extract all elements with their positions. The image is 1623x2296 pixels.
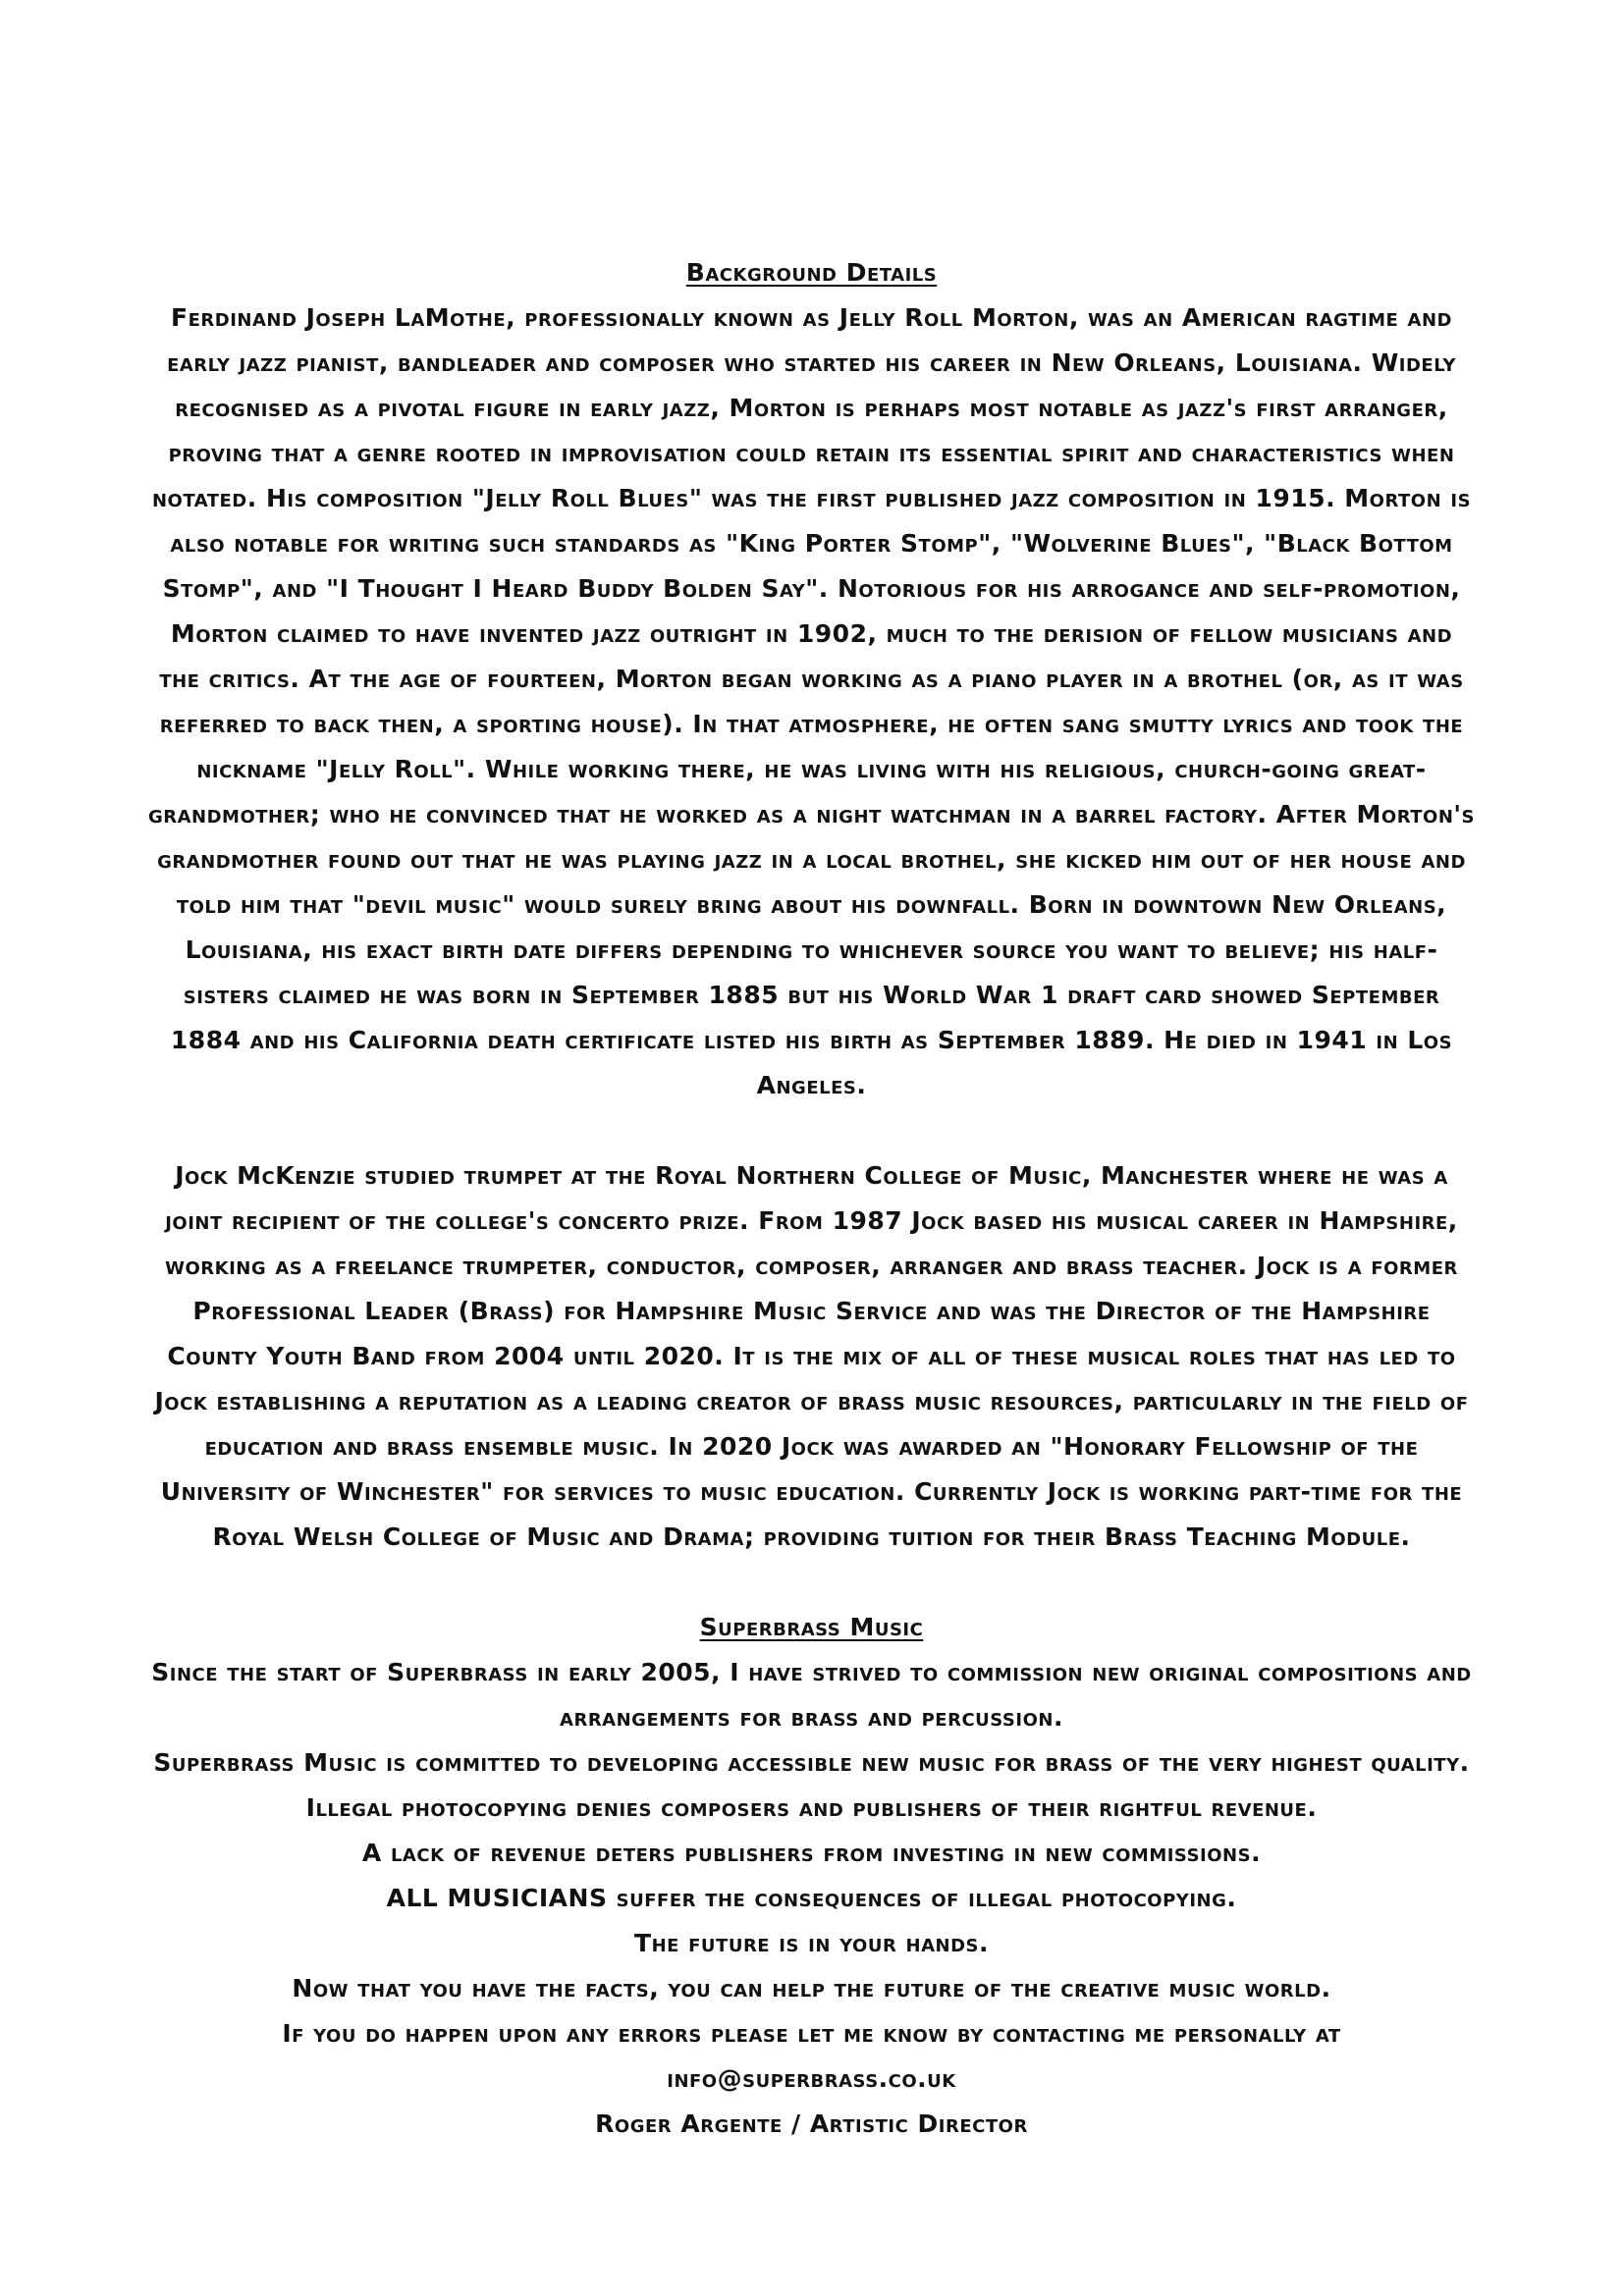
superbrass-music-heading: Superbrass Music: [699, 1613, 924, 1641]
consequences-text: suffer the consequences of illegal photocopying.: [607, 1884, 1237, 1912]
revenue-commissions-line: A lack of revenue deters publishers from investing in new commissions.: [361, 1839, 1262, 1867]
superbrass-intro-line: Since the start of Superbrass in early 2005, I have strived to commission new original compositions and arrangements for brass and percussion.: [151, 1658, 1472, 1732]
mckenzie-biography-paragraph: Jock McKenzie studied trumpet at the Royal Northern College of Music, Manchester where he was a joint recipient of the college's concerto prize. From 1987 Jock based his musical career in Hampshire, working as a freelance trumpeter, conductor, composer, arranger and brass teacher. Jock is a former Professional Leader (Brass) for Hampshire Music Service and was the Director of the Hampshire County Youth Band from 2004 until 2020. It is the mix of all of these musical roles that has led to Jock establishing a reputation as a leading creator of brass music resources, particularly in the field of education and brass ensemble music. In 2020 Jock was awarded an "Honorary Fellowship of the University of Winchester" for services to music education. Currently Jock is working part-time for the Royal Welsh College of Music and Drama; providing tuition for their Brass Teaching Module.: [154, 1161, 1469, 1551]
paragraph-spacer: [147, 1108, 1476, 1153]
section-spacer: [147, 1560, 1476, 1605]
signature-line: Roger Argente / Artistic Director: [595, 2109, 1028, 2138]
future-line: The future is in your hands.: [634, 1929, 989, 1957]
consequences-line: [147, 1876, 1476, 1921]
errors-contact-line: If you do happen upon any errors please let me know by contacting me personally at: [282, 2019, 1341, 2048]
contact-email: info@superbrass.co.uk: [667, 2064, 956, 2093]
photocopying-revenue-line: Illegal photocopying denies composers and publishers of their rightful revenue.: [305, 1793, 1318, 1822]
all-musicians-emphasis: ALL MUSICIANS: [386, 1884, 608, 1912]
facts-line: Now that you have the facts, you can help the future of the creative music world.: [292, 1974, 1331, 2002]
superbrass-commitment-line: Superbrass Music is committed to developing accessible new music for brass of the very highest quality.: [153, 1748, 1470, 1777]
morton-biography-paragraph: Ferdinand Joseph LaMothe, professionally known as Jelly Roll Morton, was an American ragtime and early jazz pianist, bandleader and composer who started his career in New Orleans, Louisiana. Widely recognised as a pivotal figure in early jazz, Morton is perhaps most notable as jazz's first arranger, proving that a genre rooted in improvisation could retain its essential spirit and characteristics when notated. His composition "Jelly Roll Blues" was the first published jazz composition in 1915. Morton is also notable for writing such standards as "King Porter Stomp", "Wolverine Blues", "Black Bottom Stomp", and "I Thought I Heard Buddy Bolden Say". Notorious for his arrogance and self-promotion, Morton claimed to have invented jazz outright in 1902, much to the derision of fellow musicians and the critics. At the age of fourteen, Morton began working as a piano player in a brothel (or, as it was referred to back then, a sporting house). In that atmosphere, he often sang smutty lyrics and took the nickname "Jelly Roll". While working there, he was living with his religious, church-going great-grandmother; who he convinced that he worked as a night watchman in a barrel factory. After Morton's grandmother found out that he was playing jazz in a local brothel, she kicked him out of her house and told him that "devil music" would surely bring about his downfall. Born in downtown New Orleans, Louisiana, his exact birth date differs depending to whichever source you want to believe; his half-sisters claimed he was born in September 1885 but his World War 1 draft card showed September 1884 and his California death certificate listed his birth as September 1889. He died in 1941 in Los Angeles.: [147, 303, 1476, 1099]
background-details-heading: Background Details: [685, 258, 938, 287]
document-page: [147, 250, 1476, 2147]
